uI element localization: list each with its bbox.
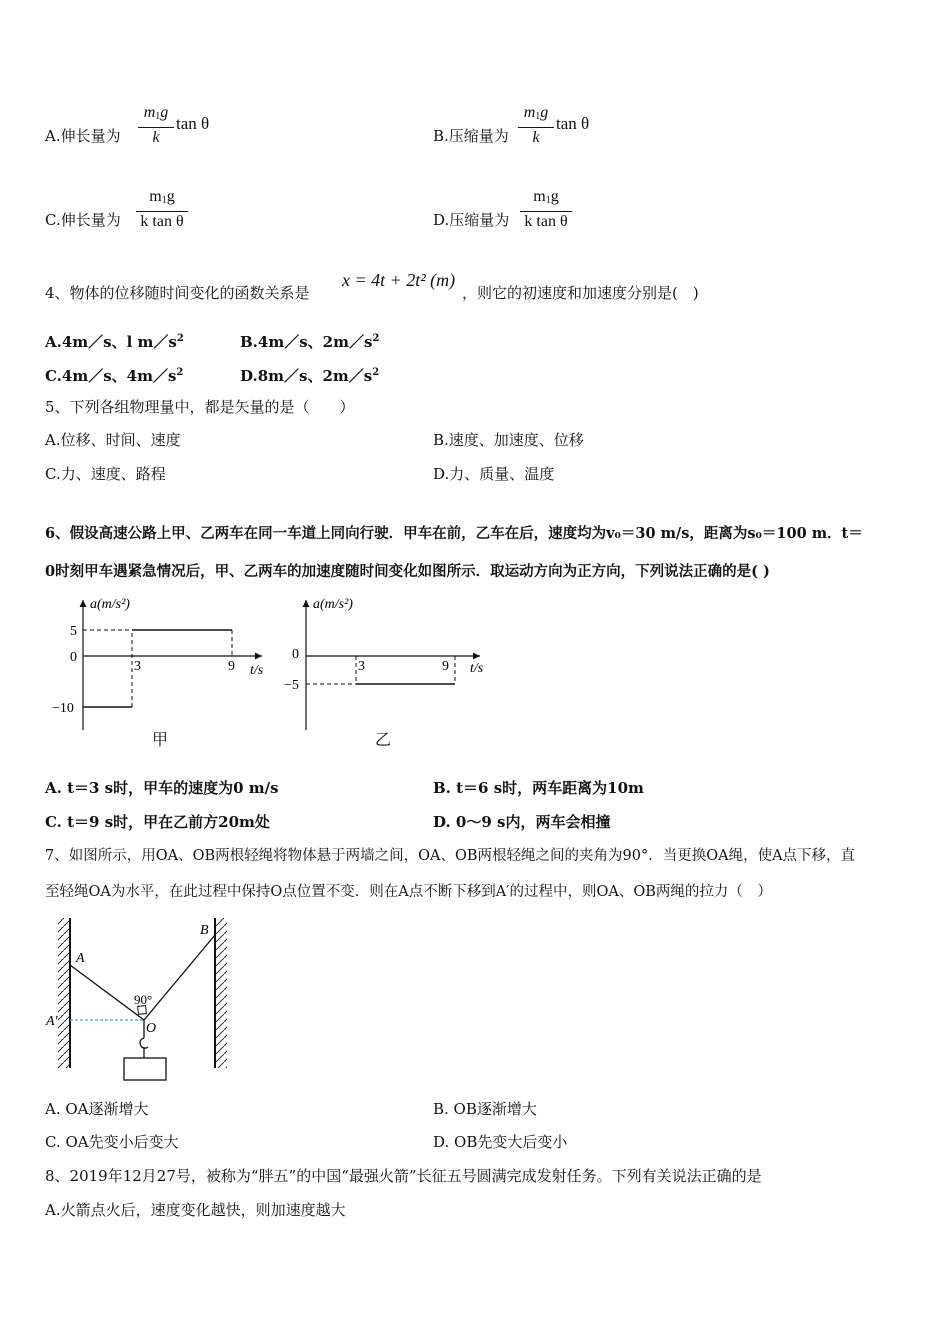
- graph-jia: [40, 590, 280, 750]
- yi-tick-x-3: 3: [358, 659, 365, 674]
- q8-option-a[interactable]: A.火箭点火后，速度变化越快，则加速度越大: [45, 1201, 346, 1219]
- label-a: A: [76, 951, 85, 966]
- q5-option-c[interactable]: C.力、速度、路程: [45, 465, 166, 483]
- q3-c-fraction: $m_1g$ k tan θ: [136, 188, 188, 231]
- q6-option-d[interactable]: D. 0～9 s内，两车会相撞: [433, 813, 611, 831]
- q3-a-fraction: $m_1g$ k: [138, 104, 174, 147]
- q4-option-a[interactable]: A.4m／s、l $m/s^2$: [45, 333, 184, 351]
- q4-stem: 4、物体的位移随时间变化的函数关系是: [45, 284, 310, 302]
- left-wall-hatch: [58, 918, 70, 1068]
- q6-option-b[interactable]: B. t＝6 s时，两车距离为10m: [433, 779, 644, 797]
- rope-oa: [70, 965, 144, 1020]
- right-wall-hatch: [215, 918, 227, 1068]
- q6-stem-line2: 0时刻甲车遇紧急情况后，甲、乙两车的加速度随时间变化如图所示．取运动方向为正方向，下列说法正确的是( ): [45, 563, 770, 580]
- q3-option-b[interactable]: B.压缩量为: [433, 127, 509, 145]
- q8-stem: 8、2019年12月27号，被称为“胖五”的中国“最强火箭”长征五号圆满完成发射任务。下列有关说法正确的是: [45, 1167, 762, 1185]
- q3-a-tan: tan θ: [176, 114, 210, 133]
- yi-tick-x-9: 9: [442, 659, 449, 674]
- q3-b-tan: tan θ: [556, 114, 590, 133]
- graph-yi-caption: 乙: [375, 730, 392, 749]
- label-angle: 90°: [134, 992, 153, 1007]
- q3-d-fraction: $m_1g$ k tan θ: [520, 188, 572, 231]
- q7-option-a[interactable]: A. OA逐渐增大: [45, 1100, 149, 1118]
- q5-option-a[interactable]: A.位移、时间、速度: [45, 431, 181, 449]
- q7-figure: [40, 910, 240, 1090]
- jia-xlabel: t/s: [250, 663, 264, 678]
- q3-b-fraction: $m_1g$ k: [518, 104, 554, 147]
- jia-ylabel: a(m/s²): [90, 597, 130, 612]
- q3-option-a[interactable]: A.伸长量为: [45, 127, 121, 145]
- q3-option-c[interactable]: C.伸长量为: [45, 211, 121, 229]
- yi-xlabel: t/s: [470, 661, 484, 676]
- q6-stem-line1: 6、假设高速公路上甲、乙两车在同一车道上同向行驶．甲车在前，乙车在后，速度均为v₀＝30 m/s，距离为s₀＝100 m．t＝: [45, 525, 863, 542]
- jia-tick-x-3: 3: [134, 659, 141, 674]
- q4-option-c[interactable]: C.4m／s、$4m/s^2$: [45, 367, 184, 385]
- q4-formula: x = 4t + 2t² (m): [342, 270, 456, 290]
- q4-option-d[interactable]: D.8m／s、$2m/s^2$: [240, 367, 380, 385]
- q6-option-c[interactable]: C. t＝9 s时，甲在乙前方20m处: [45, 813, 270, 831]
- hook: [140, 1038, 148, 1048]
- label-o: O: [146, 1021, 157, 1036]
- hanging-block: [124, 1058, 166, 1080]
- q4-stem-tail: ，则它的初速度和加速度分别是( ): [462, 284, 699, 302]
- q5-stem: 5、下列各组物理量中，都是矢量的是（ ）: [45, 398, 355, 416]
- q7-stem-line1: 7、如图所示，用OA、OB两根轻绳将物体悬于两墙之间，OA、OB两根轻绳之间的夹角为90°．当更换OA绳，使A点下移，直: [45, 848, 856, 864]
- rope-ob: [144, 935, 215, 1020]
- jia-tick-y-5: 5: [70, 624, 77, 639]
- jia-tick-y-0: 0: [70, 650, 77, 665]
- q5-option-b[interactable]: B.速度、加速度、位移: [433, 431, 584, 449]
- q6-option-a[interactable]: A. t＝3 s时，甲车的速度为0 m/s: [45, 779, 279, 797]
- q7-option-d[interactable]: D. OB先变大后变小: [433, 1133, 568, 1151]
- yi-ylabel: a(m/s²): [313, 597, 353, 612]
- q7-stem-line2: 至轻绳OA为水平，在此过程中保持O点位置不变．则在A点不断下移到A′的过程中，则OA、OB两绳的拉力（ ）: [45, 884, 772, 900]
- yi-tick-y-0: 0: [292, 647, 299, 662]
- q3-option-d[interactable]: D.压缩量为: [433, 211, 510, 229]
- graph-yi: [270, 590, 510, 750]
- jia-tick-y-neg10: −10: [52, 701, 74, 716]
- label-b: B: [200, 923, 209, 938]
- jia-tick-x-9: 9: [228, 659, 235, 674]
- q7-option-b[interactable]: B. OB逐渐增大: [433, 1100, 537, 1118]
- q4-option-b[interactable]: B.4m／s、$2m/s^2$: [240, 333, 380, 351]
- label-a-prime: A′: [46, 1014, 58, 1029]
- yi-tick-y-neg5: −5: [284, 678, 299, 693]
- q5-option-d[interactable]: D.力、质量、温度: [433, 465, 555, 483]
- q7-option-c[interactable]: C. OA先变小后变大: [45, 1133, 179, 1151]
- graph-jia-caption: 甲: [152, 730, 169, 749]
